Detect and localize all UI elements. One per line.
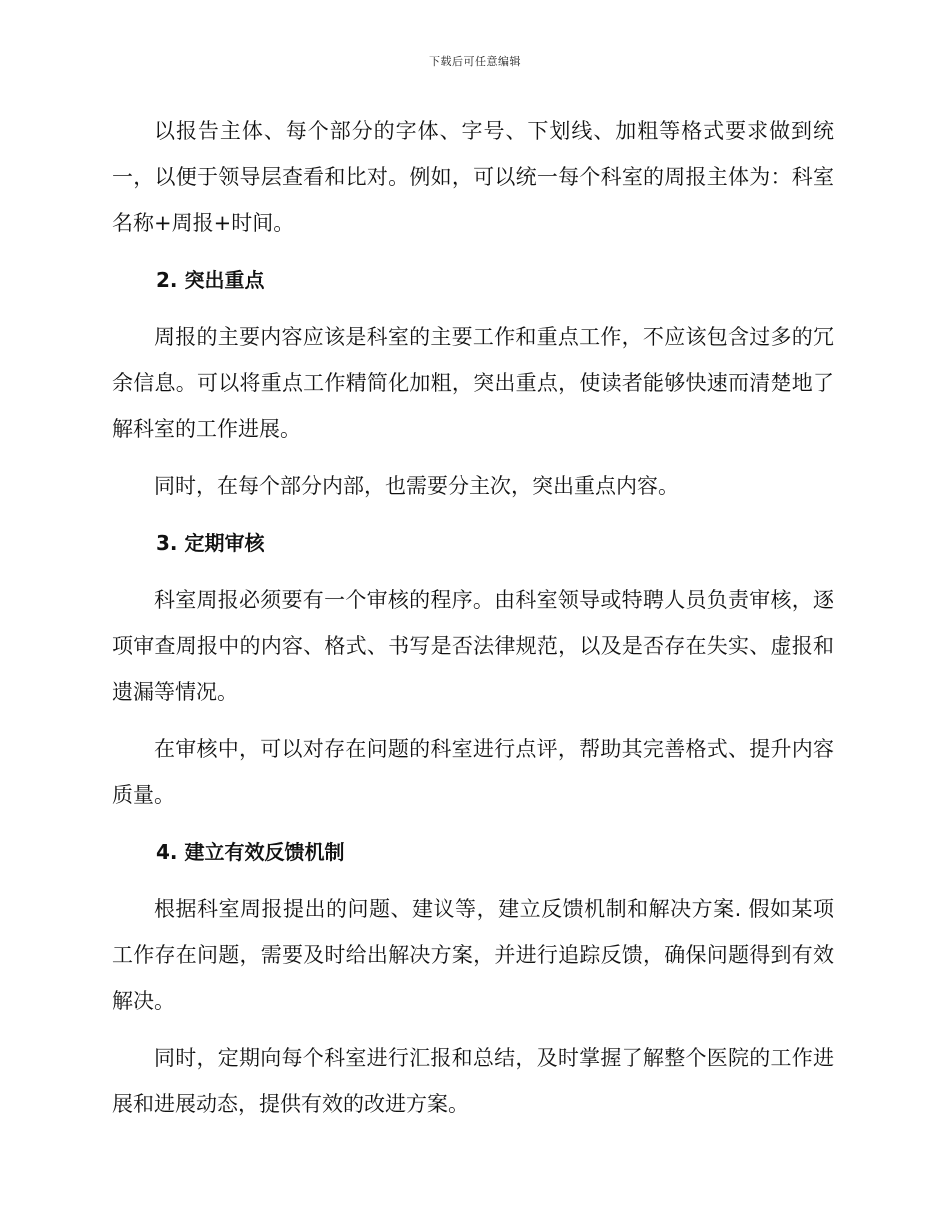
paragraph-periodic-reporting: 同时，定期向每个科室进行汇报和总结，及时掌握了解整个医院的工作进展和进展动态，提供有效的改进方案。 [112,1046,834,1116]
paragraph-format-unification: 以报告主体、每个部分的字体、字号、下划线、加粗等格式要求做到统一，以便于领导层查看和比对。例如，可以统一每个科室的周报主体为：科室名称+周报+时间。 [112,119,834,235]
document-body [112,108,834,1127]
heading-feedback-mechanism: 4. 建立有效反馈机制 [156,840,345,864]
paragraph-review-feedback: 在审核中，可以对存在问题的科室进行点评，帮助其完善格式、提升内容质量。 [112,737,834,807]
paragraph-review-procedure: 科室周报必须要有一个审核的程序。由科室领导或特聘人员负责审核，逐项审查周报中的内容、格式、书写是否法律规范，以及是否存在失实、虚报和遗漏等情况。 [112,588,834,704]
heading-regular-review: 3. 定期审核 [156,531,265,555]
paragraph-feedback-solutions: 根据科室周报提出的问题、建议等，建立反馈机制和解决方案. 假如某项工作存在问题，需要及时给出解决方案，并进行追踪反馈，确保问题得到有效解决。 [112,897,834,1013]
paragraph-main-content: 周报的主要内容应该是科室的主要工作和重点工作，不应该包含过多的冗余信息。可以将重点工作精简化加粗，突出重点，使读者能够快速而清楚地了解科室的工作进展。 [112,325,834,441]
page-header: 下载后可任意编辑 [429,55,521,68]
heading-highlight-key-points: 2. 突出重点 [156,268,265,292]
paragraph-prioritize-within-sections: 同时，在每个部分内部，也需要分主次，突出重点内容。 [154,474,679,498]
